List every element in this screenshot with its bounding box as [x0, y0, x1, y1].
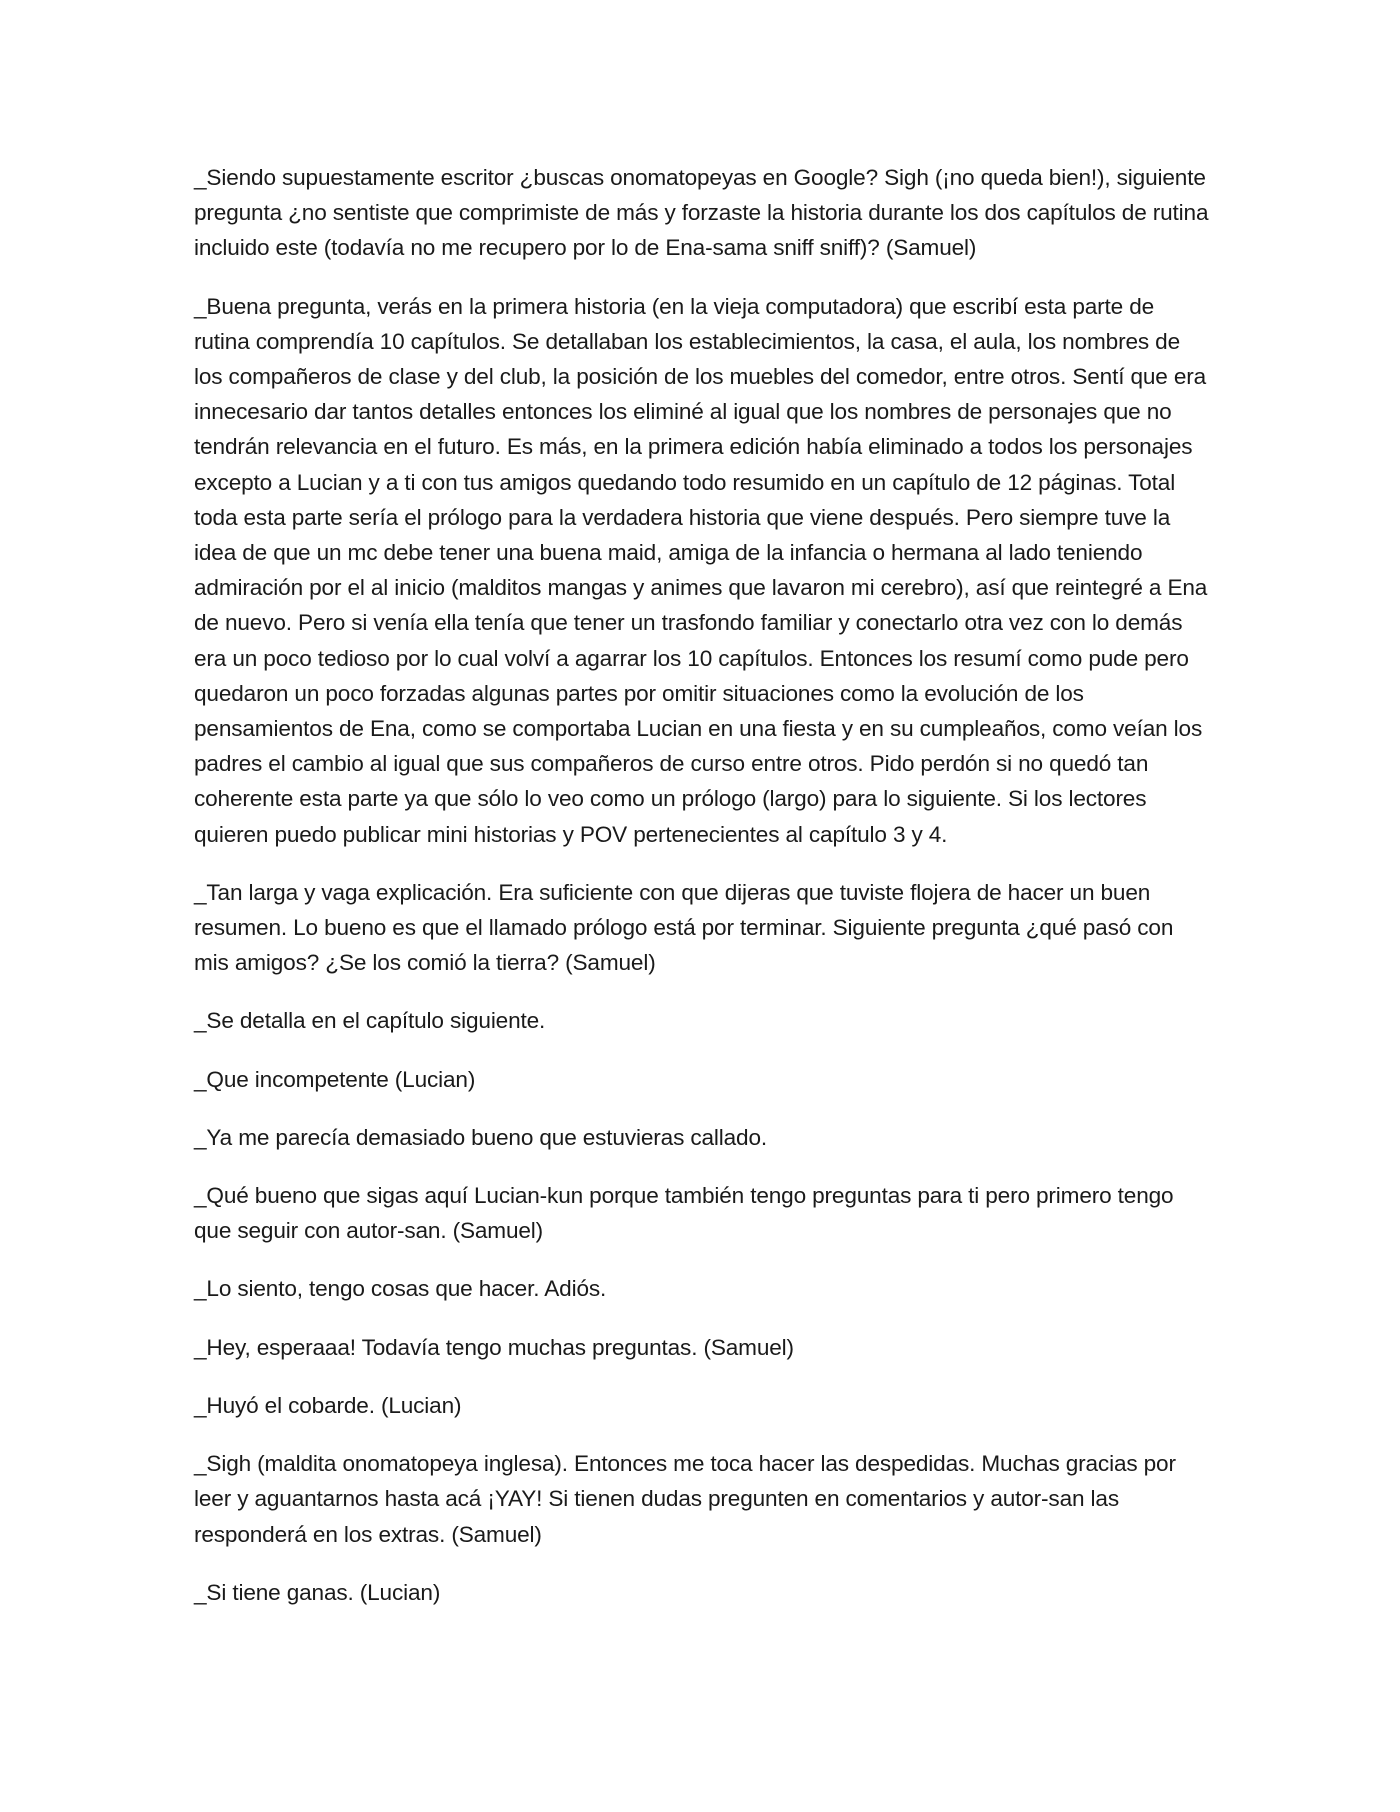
paragraph-4: _Se detalla en el capítulo siguiente. — [194, 1008, 546, 1034]
document-body — [194, 160, 1214, 1633]
paragraph-12: _Si tiene ganas. (Lucian) — [194, 1579, 441, 1605]
paragraph-3: _Tan larga y vaga explicación. Era suficiente con que dijeras que tuviste flojera de hacer un buen resumen. Lo bueno es que el llamado prólogo está por terminar. Siguiente pregunta ¿qué pasó con mis amigos? ¿Se los comió la tierra? (Samuel) — [194, 879, 1174, 976]
paragraph-6: _Ya me parecía demasiado bueno que estuvieras callado. — [194, 1124, 768, 1150]
paragraph-1: _Siendo supuestamente escritor ¿buscas onomatopeyas en Google? Sigh (¡no queda bien!), siguiente pregunta ¿no sentiste que comprimiste de más y forzaste la historia durante los dos capítulos de rutina incluido este (todavía no me recupero por lo de Ena-sama sniff sniff)? (Samuel) — [194, 165, 1209, 261]
paragraph-5: _Que incompetente (Lucian) — [194, 1066, 476, 1092]
paragraph-2: _Buena pregunta, verás en la primera historia (en la vieja computadora) que escribí esta parte de rutina comprendía 10 capítulos. Se detallaban los establecimientos, la casa, el aula, los nombres de los compañeros de clase y del club, la posición de los muebles del comedor, entre otros. Sentí que era innecesario dar tantos detalles entonces los eliminé al igual que los nombres de personajes que no tendrán relevancia en el futuro. Es más, en la primera edición había eliminado a todos los personajes excepto a Lucian y a ti con tus amigos quedando todo resumido en un capítulo de 12 páginas. Total toda esta parte sería el prólogo para la verdadera historia que viene después. Pero siempre tuve la idea de que un mc debe tener una buena maid, amiga de la infancia o hermana al lado teniendo admiración por el al inicio (malditos mangas y animes que lavaron mi cerebro), así que reintegré a Ena de nuevo. Pero si venía ella tenía que tener un trasfondo familiar y conectarlo otra vez con lo demás era un poco tedioso por lo cual volví a agarrar los 10 capítulos. Entonces los resumí como pude pero quedaron un poco forzadas algunas partes por omitir situaciones como la evolución de los pensamientos de Ena, como se comportaba Lucian en una fiesta y en su cumpleaños, como veían los padres el cambio al igual que sus compañeros de curso entre otros. Pido perdón si no quedó tan coherente esta parte ya que sólo lo veo como un prólogo (largo) para lo siguiente. Si los lectores quieren puedo publicar mini historias y POV pertenecientes al capítulo 3 y 4. — [194, 293, 1208, 847]
paragraph-8: _Lo siento, tengo cosas que hacer. Adiós. — [194, 1276, 607, 1302]
paragraph-7: _Qué bueno que sigas aquí Lucian-kun porque también tengo preguntas para ti pero primero tengo que seguir con autor-san. (Samuel) — [194, 1183, 1174, 1244]
paragraph-11: _Sigh (maldita onomatopeya inglesa). Entonces me toca hacer las despedidas. Muchas gracias por leer y aguantarnos hasta acá ¡YAY! Si tienen dudas pregunten en comentarios y autor-san las responderá en los extras. (Samuel) — [194, 1451, 1176, 1547]
paragraph-9: _Hey, esperaaa! Todavía tengo muchas preguntas. (Samuel) — [194, 1334, 794, 1360]
paragraph-10: _Huyó el cobarde. (Lucian) — [194, 1392, 462, 1418]
